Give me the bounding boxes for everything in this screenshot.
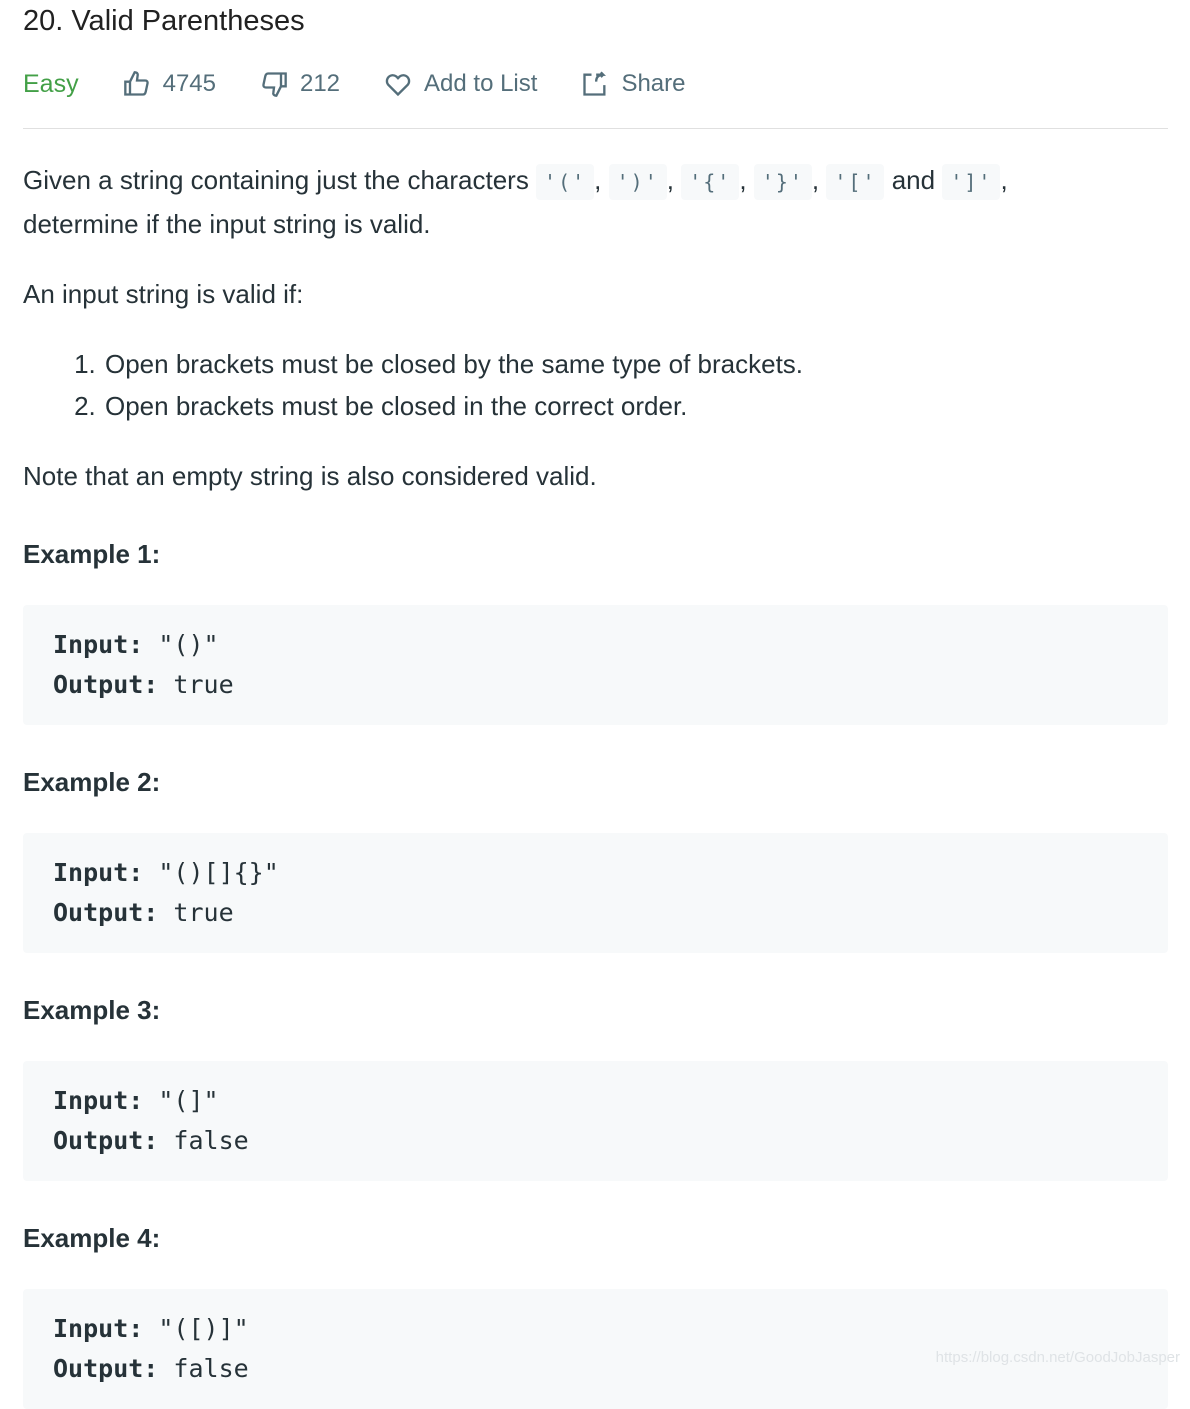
example-block <box>23 605 1168 725</box>
note-text: Note that an empty string is also considered valid. <box>23 461 597 491</box>
share-icon <box>581 70 609 98</box>
example-title: Example 4: <box>23 1223 161 1253</box>
heart-icon <box>384 70 412 98</box>
like-count: 4745 <box>162 70 216 97</box>
and-text: and <box>884 165 943 195</box>
rules-list <box>23 343 1168 427</box>
input-value: "([)]" <box>158 1314 249 1343</box>
example-title: Example 2: <box>23 767 161 797</box>
output-label: Output: <box>53 670 159 699</box>
example-title: Example 1: <box>23 539 161 569</box>
example-block <box>23 833 1168 953</box>
example-block <box>23 1061 1168 1181</box>
output-label: Output: <box>53 898 159 927</box>
input-label: Input: <box>53 1314 144 1343</box>
problem-description <box>23 0 1168 1409</box>
input-label: Input: <box>53 858 144 887</box>
input-value: "(]" <box>158 1086 219 1115</box>
char-code: '[' <box>826 164 884 200</box>
example-title: Example 3: <box>23 995 161 1025</box>
difficulty-badge: Easy <box>23 69 79 98</box>
separator: , <box>811 165 827 195</box>
separator: , <box>739 165 754 195</box>
output-value: false <box>173 1126 249 1155</box>
intro-paragraph <box>23 159 1168 245</box>
input-label: Input: <box>53 630 144 659</box>
separator: , <box>666 165 682 195</box>
watermark: https://blog.csdn.net/GoodJobJasper <box>935 1349 1180 1366</box>
problem-title: 20. Valid Parentheses <box>23 5 305 37</box>
dislike-count: 212 <box>299 70 341 97</box>
thumbs-down-icon <box>260 70 288 98</box>
output-value: false <box>173 1354 249 1383</box>
valid-if-text: An input string is valid if: <box>23 279 304 309</box>
char-code: '}' <box>754 164 812 200</box>
char-code: '(' <box>536 164 594 200</box>
share-button[interactable] <box>581 70 685 98</box>
char-code: ')' <box>609 164 667 200</box>
output-label: Output: <box>53 1126 159 1155</box>
intro-text: Given a string containing just the characters <box>23 165 537 195</box>
divider <box>23 128 1168 129</box>
thumbs-up-icon <box>123 70 151 98</box>
intro-text-end: determine if the input string is valid. <box>23 209 431 239</box>
rule-item: 1. Open brackets must be closed by the same type of brackets. <box>103 343 1168 385</box>
input-label: Input: <box>53 1086 144 1115</box>
examples <box>23 533 1168 1409</box>
share-label: Share <box>621 70 686 97</box>
dislike-button[interactable] <box>260 70 340 98</box>
separator: , <box>1000 165 1008 195</box>
like-button[interactable] <box>123 70 216 98</box>
separator: , <box>594 165 609 195</box>
output-label: Output: <box>53 1354 159 1383</box>
add-to-list-label: Add to List <box>424 70 538 97</box>
input-value: "()" <box>158 630 219 659</box>
input-value: "()[]{}" <box>158 858 279 887</box>
add-to-list-button[interactable] <box>384 70 537 98</box>
rule-item: 2. Open brackets must be closed in the correct order. <box>103 385 1168 427</box>
problem-meta <box>23 60 1168 108</box>
output-value: true <box>173 898 234 927</box>
char-code: '{' <box>681 164 739 200</box>
output-value: true <box>173 670 234 699</box>
char-code: ']' <box>942 164 1000 200</box>
